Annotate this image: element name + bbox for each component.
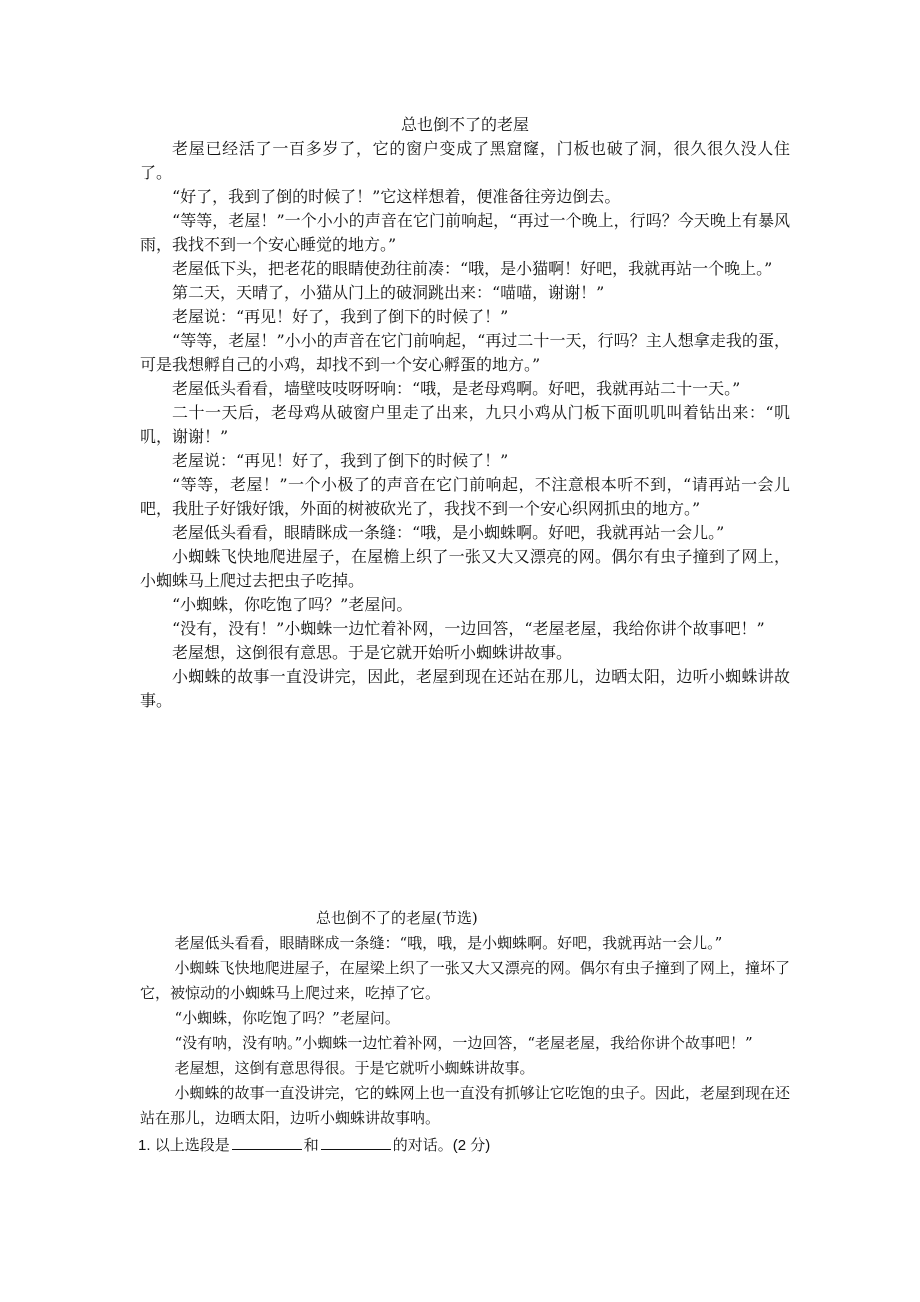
- excerpt-paragraph: “小蜘蛛，你吃饱了吗？”老屋问。: [174, 1009, 400, 1027]
- story-paragraph: 老屋低头看看，墙壁吱吱呀呀响：“哦，是老母鸡啊。好吧，我就再站二十一天。”: [172, 379, 741, 398]
- excerpt-paragraph: 老屋想，这倒有意思得很。于是它就听小蜘蛛讲故事。: [174, 1059, 535, 1077]
- story-paragraph: “等等，老屋！”一个小小的声音在它门前响起，“再过一个晚上，行吗？今天晚上有暴风雨，我找不到一个安心睡觉的地方。”: [140, 211, 790, 254]
- story-paragraph: 老屋已经活了一百多岁了，它的窗户变成了黑窟窿，门板也破了洞，很久很久没人住了。: [140, 139, 790, 182]
- story-paragraph: 老屋想，这倒很有意思。于是它就开始听小蜘蛛讲故事。: [172, 643, 573, 662]
- answer-blank-2[interactable]: [321, 1135, 391, 1150]
- question-number: 1.: [138, 1137, 151, 1154]
- story-paragraph: “没有，没有！”小蜘蛛一边忙着补网，一边回答，“老屋老屋，我给你讲个故事吧！”: [172, 619, 765, 638]
- excerpt-paragraph: 小蜘蛛飞快地爬进屋子，在屋梁上织了一张又大又漂亮的网。偶尔有虫子撞到了网上，撞坏了它，被惊动的小蜘蛛马上爬过来，吃掉了它。: [140, 959, 790, 1002]
- question-prefix: 以上选段是: [154, 1137, 230, 1154]
- excerpt-paragraph: 老屋低头看看，眼睛眯成一条缝：“哦，哦，是小蜘蛛啊。好吧，我就再站一会儿。”: [174, 934, 723, 952]
- story-paragraph: “好了，我到了倒的时候了！”它这样想着，便准备往旁边倒去。: [172, 187, 621, 206]
- story-paragraph: 老屋低头看看，眼睛眯成一条缝：“哦，是小蜘蛛啊。好吧，我就再站一会儿。”: [172, 523, 725, 542]
- story-paragraph: 第二天，天晴了，小猫从门上的破洞跳出来：“喵喵，谢谢！”: [172, 283, 605, 302]
- excerpt-section: [140, 906, 790, 1158]
- story-paragraph: 小蜘蛛的故事一直没讲完，因此，老屋到现在还站在那儿，边晒太阳，边听小蜘蛛讲故事。: [140, 667, 790, 710]
- story-paragraph: 老屋低下头，把老花的眼睛使劲往前凑：“哦，是小猫啊！好吧，我就再站一个晚上。”: [172, 259, 773, 278]
- answer-blank-1[interactable]: [232, 1135, 302, 1150]
- story-paragraph: “等等，老屋！”一个小极了的声音在它门前响起，不注意根本听不到，“请再站一会儿吧，我肚子好饿好饿，外面的树被砍光了，我找不到一个安心织网抓虫的地方。”: [140, 475, 790, 518]
- story-paragraph: 二十一天后，老母鸡从破窗户里走了出来，九只小鸡从门板下面叽叽叫着钻出来：“叽叽，谢谢！”: [140, 403, 790, 446]
- story-section: [140, 113, 790, 713]
- story-paragraph: 小蜘蛛飞快地爬进屋子，在屋檐上织了一张又大又漂亮的网。偶尔有虫子撞到了网上，小蜘蛛马上爬过去把虫子吃掉。: [140, 547, 790, 590]
- story-title: 总也倒不了的老屋: [400, 115, 529, 134]
- excerpt-paragraph: 小蜘蛛的故事一直没讲完，它的蛛网上也一直没有抓够让它吃饱的虫子。因此，老屋到现在还站在那儿，边晒太阳，边听小蜘蛛讲故事呐。: [140, 1084, 790, 1127]
- question-middle: 和: [303, 1137, 319, 1154]
- story-paragraph: 老屋说：“再见！好了，我到了倒下的时候了！”: [172, 451, 509, 470]
- story-paragraph: “等等，老屋！”小小的声音在它门前响起，“再过二十一天，行吗？主人想拿走我的蛋，可是我想孵自己的小鸡，却找不到一个安心孵蛋的地方。”: [140, 331, 790, 374]
- question-suffix: 的对话。(2 分): [392, 1137, 491, 1154]
- story-paragraph: “小蜘蛛，你吃饱了吗？”老屋问。: [172, 595, 413, 614]
- question-1: [138, 1133, 790, 1158]
- excerpt-paragraph: “没有呐，没有呐。”小蜘蛛一边忙着补网，一边回答，“老屋老屋，我给你讲个故事吧！”: [174, 1034, 753, 1052]
- story-paragraph: 老屋说：“再见！好了，我到了倒下的时候了！”: [172, 307, 509, 326]
- excerpt-title: 总也倒不了的老屋(节选): [316, 909, 478, 927]
